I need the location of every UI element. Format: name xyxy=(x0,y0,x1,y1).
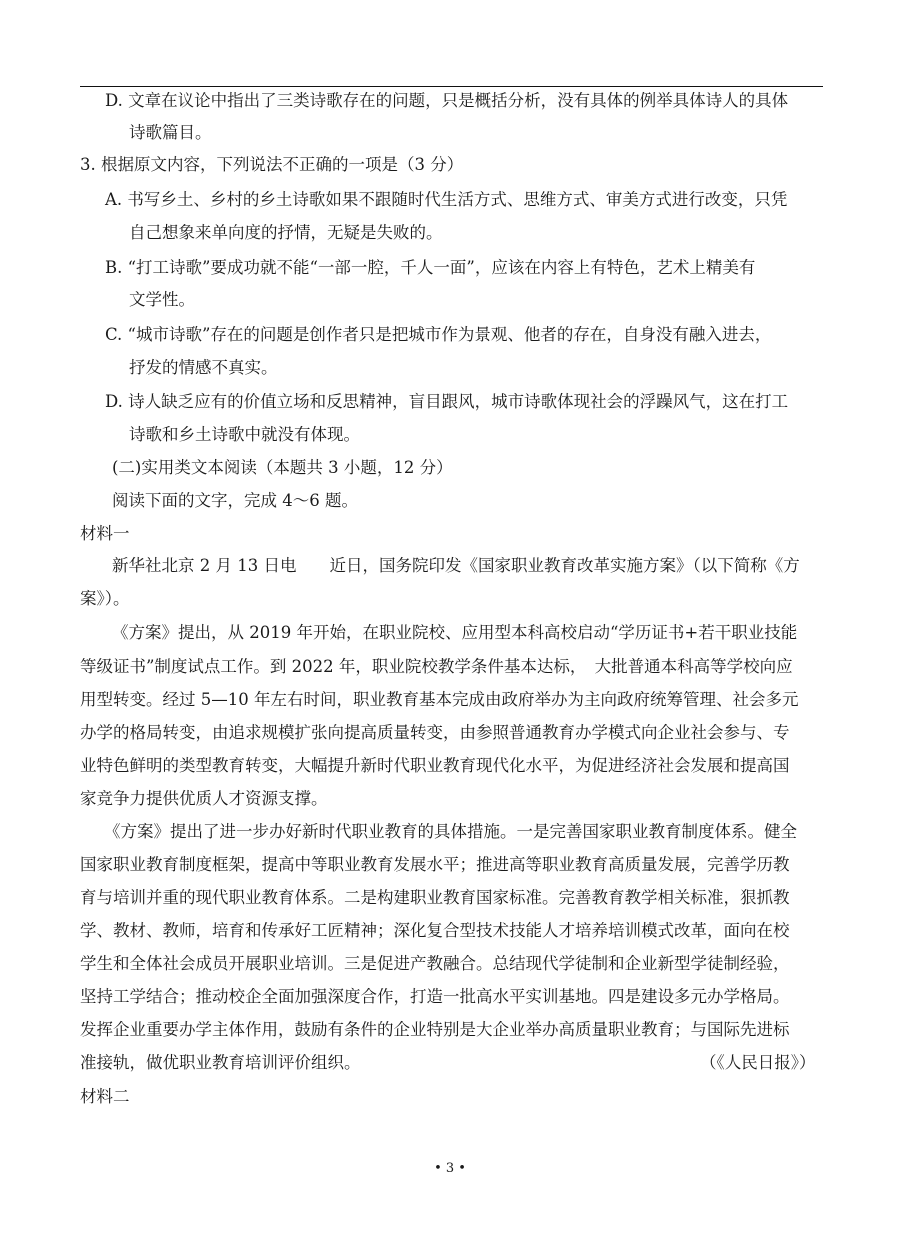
material-1-para3-line2: 国家职业教育制度框架，提高中等职业教育发展水平；推进高等职业教育高质量发展，完善学历教 xyxy=(80,855,790,874)
material-1-para3-line6: 坚持工学结合；推动校企全面加强深度合作，打造一批高水平实训基地。四是建设多元办学格局。 xyxy=(80,987,790,1006)
material-2-label: 材料二 xyxy=(80,1087,130,1106)
q3-option-c-line1: C. “城市诗歌”存在的问题是创作者只是把城市作为景观、他者的存在，自身没有融入进去， xyxy=(105,325,772,344)
material-1-para2-line2: 等级证书”制度试点工作。到 2022 年，职业院校教学条件基本达标， 大批普通本科高等学校向应 xyxy=(80,657,793,676)
material-1-para2-line1: 《方案》提出，从 2019 年开始，在职业院校、应用型本科高校启动“学历证书+若干职业技能 xyxy=(112,623,798,642)
q3-option-c-line2: 抒发的情感不真实。 xyxy=(129,358,278,377)
section-2-heading: (二)实用类文本阅读（本题共 3 小题，12 分） xyxy=(112,458,453,477)
material-1-label: 材料一 xyxy=(80,524,130,543)
q3-option-a-line1: A. 书写乡土、乡村的乡土诗歌如果不跟随时代生活方式、思维方式、审美方式进行改变，只凭 xyxy=(105,190,788,209)
q3-option-d-line1: D. 诗人缺乏应有的价值立场和反思精神，盲目跟风，城市诗歌体现社会的浮躁风气，这在打工 xyxy=(105,392,789,411)
material-1-para2-line3: 用型转变。经过 5—10 年左右时间，职业教育基本完成由政府举办为主向政府统筹管理、社会多元 xyxy=(80,690,799,709)
page-number: • 3 • xyxy=(434,1161,466,1176)
material-1-para2-line4: 办学的格局转变，由追求规模扩张向提高质量转变，由参照普通教育办学模式向企业社会参与、专 xyxy=(80,723,790,742)
material-1-para3-line3: 育与培训并重的现代职业教育体系。二是构建职业教育国家标准。完善教育教学相关标准，狠抓教 xyxy=(80,888,790,907)
material-1-para3-line4: 学、教材、教师，培育和传承好工匠精神；深化复合型技术技能人才培养培训模式改革，面向在校 xyxy=(80,921,790,940)
question-3-stem: 3. 根据原文内容，下列说法不正确的一项是（3 分） xyxy=(80,155,464,174)
material-1-para3-line5: 学生和全体社会成员开展职业培训。三是促进产教融合。总结现代学徒制和企业新型学徒制经验， xyxy=(80,954,790,973)
material-1-para3-line8: 准接轨，做优职业教育培训评价组织。 xyxy=(80,1053,361,1072)
material-1-para2-line5: 业特色鲜明的类型教育转变，大幅提升新时代职业教育现代化水平，为促进经济社会发展和提高国 xyxy=(80,756,790,775)
material-1-para3-line7: 发挥企业重要办学主体作用，鼓励有条件的企业特别是大企业举办高质量职业教育；与国际先进标 xyxy=(80,1020,790,1039)
material-1-para1-line2: 案》）。 xyxy=(80,589,130,608)
material-1-para3-line1: 《方案》提出了进一步办好新时代职业教育的具体措施。一是完善国家职业教育制度体系。健全 xyxy=(104,822,797,841)
material-1-para1-line1: 新华社北京 2 月 13 日电 近日，国务院印发《国家职业教育改革实施方案》（以下简称《方 xyxy=(112,556,800,575)
material-1-source: （《人民日报》） xyxy=(700,1053,816,1072)
q3-option-d-line2: 诗歌和乡土诗歌中就没有体现。 xyxy=(129,425,360,444)
header-rule xyxy=(80,86,823,87)
q3-option-a-line2: 自己想象来单向度的抒情，无疑是失败的。 xyxy=(129,223,443,242)
q3-option-b-line1: B. “打工诗歌”要成功就不能“一部一腔，千人一面”，应该在内容上有特色，艺术上精美有 xyxy=(105,258,756,277)
prev-option-d-line1: D. 文章在议论中指出了三类诗歌存在的问题，只是概括分析，没有具体的例举具体诗人的具体 xyxy=(105,91,789,110)
material-1-para2-line6: 家竞争力提供优质人才资源支撑。 xyxy=(80,789,328,808)
q3-option-b-line2: 文学性。 xyxy=(129,290,195,309)
section-2-instruction: 阅读下面的文字，完成 4～6 题。 xyxy=(112,491,358,510)
prev-option-d-line2: 诗歌篇目。 xyxy=(129,123,212,142)
